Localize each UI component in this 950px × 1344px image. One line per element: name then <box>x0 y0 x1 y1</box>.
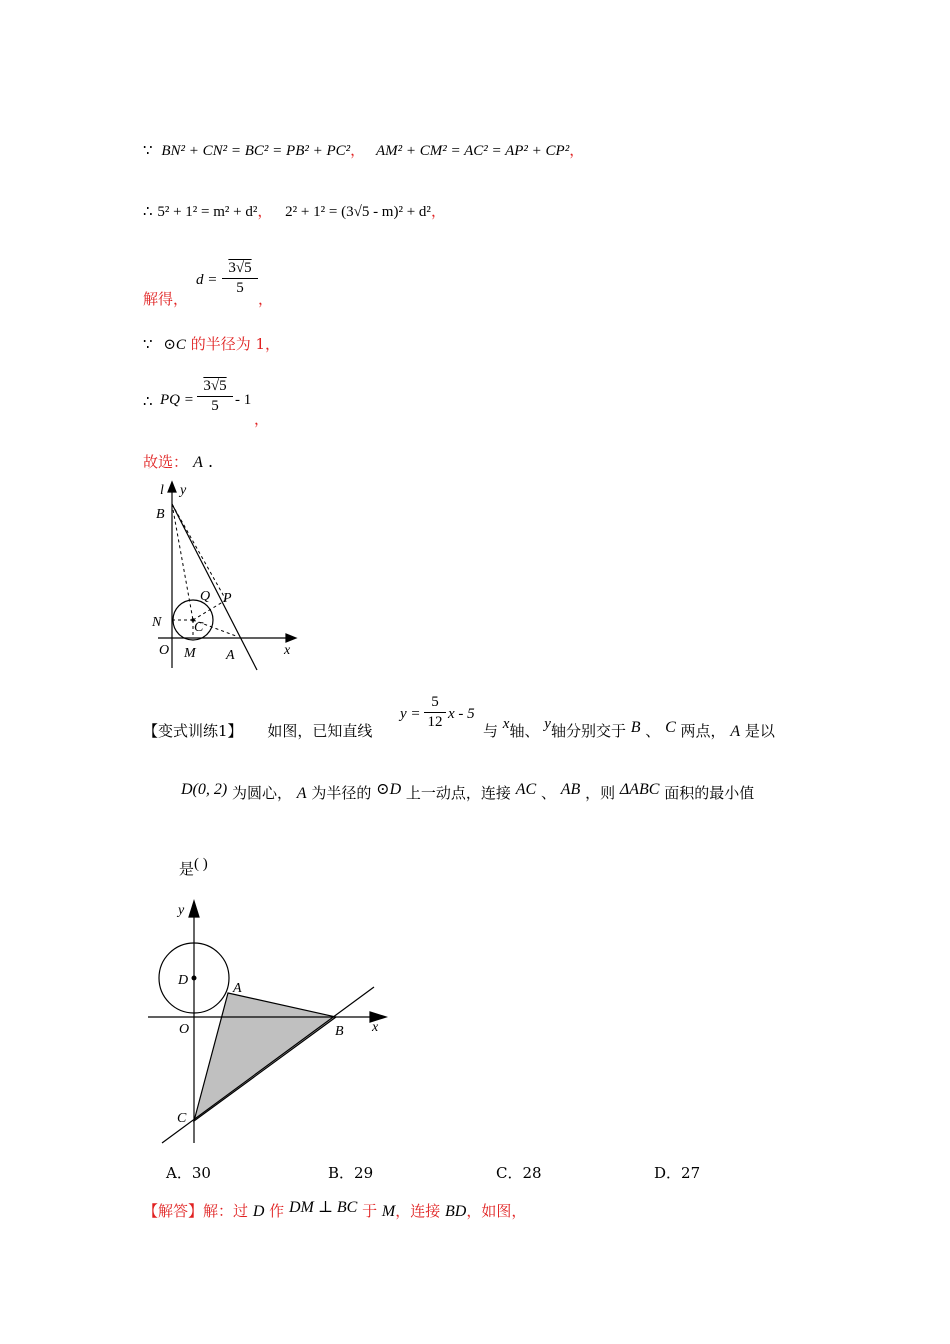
solution-text: 于 <box>362 1202 378 1220</box>
answer-blank: ( ) <box>194 856 208 872</box>
point-b: B <box>630 719 641 736</box>
label-y: y <box>180 483 187 498</box>
y-arrow <box>168 482 176 492</box>
eq-y: y = <box>400 706 421 722</box>
exercise-text: 如图，已知直线 <box>267 722 373 740</box>
figure-2 <box>140 895 400 1150</box>
exercise-line-3 <box>179 858 208 879</box>
label-q: Q <box>200 589 211 604</box>
choice-b[interactable]: B．29 <box>328 1164 374 1182</box>
label-n: N <box>152 615 162 630</box>
exercise-tag: 【变式训练1】 <box>143 722 243 740</box>
line-2 <box>143 200 446 221</box>
separator: ， <box>569 141 585 159</box>
label-l: l <box>160 483 164 498</box>
exercise-text: 是以 <box>744 722 775 740</box>
because-symbol: ∵ <box>143 335 153 353</box>
line-1 <box>143 139 584 160</box>
figure-1 <box>140 478 310 678</box>
solution-tag: 【解答】 <box>143 1202 204 1220</box>
exercise-line-2 <box>181 782 754 803</box>
x-var: x <box>502 716 510 732</box>
exercise-text: 上一动点，连接 <box>405 784 511 802</box>
equation: BN² + CN² = BC² = PB² + PC² <box>161 143 351 159</box>
denominator: 5 <box>236 280 244 296</box>
therefore-symbol: ∴ <box>143 392 153 410</box>
exercise-line-1b <box>483 716 775 741</box>
solution-text: 解：过 <box>203 1202 249 1220</box>
solution-text: 作 <box>269 1202 285 1220</box>
label-d: D <box>178 973 189 988</box>
choice-c[interactable]: C．28 <box>496 1164 542 1182</box>
line-4 <box>143 333 280 354</box>
point-d: D(0, 2) <box>181 781 228 798</box>
choice-d[interactable]: D．27 <box>654 1164 701 1182</box>
segment-ab: AB <box>560 781 581 798</box>
triangle-abc: ΔABC <box>619 781 660 798</box>
exercise-text: 是 <box>179 860 195 878</box>
exercise-text: 为半径的 <box>311 784 372 802</box>
pq-lhs: PQ = <box>160 392 194 408</box>
fraction-pq <box>197 378 233 415</box>
center-d-dot <box>192 976 197 981</box>
separator: ， <box>258 290 274 308</box>
label-x: x <box>284 643 291 658</box>
denominator: 12 <box>427 714 443 730</box>
label-a: A <box>226 648 235 663</box>
dashed-bp <box>172 504 226 600</box>
label-o: O <box>159 643 170 658</box>
equation: AM² + CM² = AC² = AP² + CP² <box>375 143 570 159</box>
solution-text: ，如图， <box>466 1202 527 1220</box>
point-a: A <box>730 723 741 740</box>
label-o: O <box>179 1022 190 1037</box>
solved-prefix: 解得， <box>143 290 189 308</box>
exercise-text: 、 <box>645 722 661 740</box>
point-a: A <box>296 785 307 802</box>
x-arrow <box>286 634 296 642</box>
circle-c: ⊙C <box>163 337 186 353</box>
solution-line <box>143 1200 526 1221</box>
fraction-d <box>222 260 258 297</box>
label-b: B <box>335 1024 344 1039</box>
point-c: C <box>665 719 676 736</box>
segment-bd: BD <box>445 1203 467 1220</box>
circle-d: ⊙D <box>376 781 402 798</box>
solution-text: ，连接 <box>395 1202 441 1220</box>
minus-one: - 1 <box>235 392 252 408</box>
label-a: A <box>233 981 242 996</box>
numerator: 5 <box>431 694 439 710</box>
label-c: C <box>194 620 204 635</box>
label-p: P <box>223 591 232 606</box>
separator: ， <box>257 202 273 220</box>
exercise-text: 为圆心， <box>232 784 293 802</box>
radius-text: 的半径为 1， <box>190 335 280 353</box>
choice-a[interactable]: A．30 <box>166 1164 211 1182</box>
d-lhs: d = <box>196 272 218 288</box>
equation: 5² + 1² = m² + d² <box>157 204 258 220</box>
label-x: x <box>372 1020 379 1035</box>
equation: 2² + 1² = (3√5 - m)² + d² <box>285 204 431 220</box>
therefore-symbol: ∴ <box>143 202 153 220</box>
period: . <box>207 452 214 471</box>
exercise-text: 轴分别交于 <box>550 722 626 740</box>
point-m: M <box>381 1203 396 1220</box>
segment-ac: AC <box>515 781 537 798</box>
shaded-triangle <box>194 993 336 1121</box>
exercise-line-1 <box>143 720 372 741</box>
exercise-text: 面积的最小值 <box>664 784 755 802</box>
numerator: 3√5 <box>228 260 252 276</box>
answer-letter: A <box>193 454 203 471</box>
point-d: D <box>252 1203 265 1220</box>
label-m: M <box>184 646 196 661</box>
separator: ， <box>430 202 446 220</box>
label-y: y <box>178 903 185 918</box>
fraction-slope <box>424 694 446 731</box>
exercise-text: 、 <box>540 784 556 802</box>
numerator: 3√5 <box>203 378 227 394</box>
exercise-text: 两点， <box>680 722 726 740</box>
because-symbol: ∵ <box>143 141 153 159</box>
exercise-text: 与 <box>483 722 499 740</box>
label-b: B <box>156 507 165 522</box>
exercise-text: ，则 <box>585 784 616 802</box>
dm-perp-bc: DM ⊥ BC <box>288 1199 358 1216</box>
line-6 <box>143 451 213 472</box>
choose-text: 故选： <box>143 453 189 471</box>
y-arrow <box>189 901 199 917</box>
exercise-text: 轴、 <box>509 722 540 740</box>
y-var: y <box>544 716 551 732</box>
separator: ， <box>254 410 270 428</box>
denominator: 5 <box>211 398 219 414</box>
eq-rest: x - 5 <box>448 706 475 722</box>
separator: ， <box>350 141 366 159</box>
label-c: C <box>177 1111 187 1126</box>
